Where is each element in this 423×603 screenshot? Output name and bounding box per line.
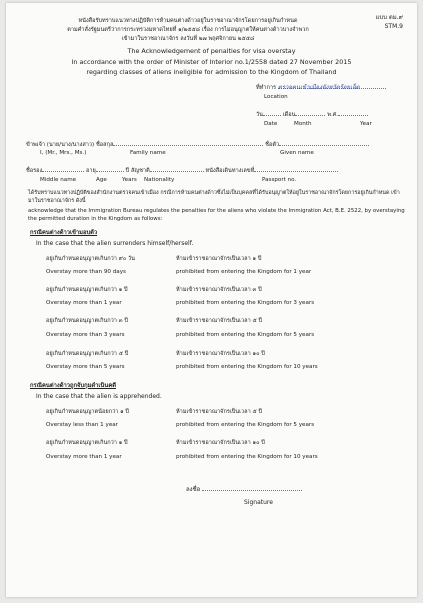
thai-title-line: ตามคำสั่งรัฐมนตรีว่าการกระทรวงมหาดไทยที่ ๑/๒๕๕๘ เรื่อง การไม่อนุญาตให้คนต่างด้าวบางจำพวก [67, 27, 309, 33]
day-label-en: Date [264, 121, 278, 127]
salutation-label-thai: ข้าพเจ้า (นาย/นาง/นางสาว) ชื่อสกุล [26, 142, 114, 148]
location-label-thai: ที่ทำการ [256, 85, 277, 91]
english-title-3: regarding classes of aliens ineligible for admission to the Kingdom of Thailand [86, 68, 337, 76]
day-label-thai: วัน [256, 112, 263, 118]
penalty-row: อยู่เกินกำหนดอนุญาตเกินกว่า ๕ ปี ห้ามเข้าราชอาณาจักรเป็นเวลา ๑๐ ปี [46, 351, 265, 357]
penalty-row: อยู่เกินกำหนดอนุญาตเกินกว่า ๙๐ วัน ห้ามเข้าราชอาณาจักรเป็นเวลา ๑ ปี [46, 256, 262, 262]
passport-label-thai: หนังสือเดินทางเลขที่ [205, 168, 255, 174]
month-label-en: Month [294, 121, 312, 127]
form-code-en: STM.9 [384, 23, 403, 30]
acknowledgement-en: acknowledge that the Immigration Bureau regulates the penalties for the aliens who violate the Immigration Act, B.E. 2522, by overstaying the permitted duration in the Kingdom as follows: [28, 208, 405, 222]
penalty-row: Overstay more than 1 year prohibited from entering the Kingdom for 3 years [46, 300, 315, 306]
nationality-label-thai: สัญชาติ [130, 168, 150, 174]
english-title-2: In accordance with the order of Minister of Interior no.1/2558 dated 27 November 2015 [71, 58, 352, 66]
case-surrender: In the case that the alien surrenders himself/herself. [36, 240, 194, 247]
location-handwritten: ตรวจคนเข้าเมืองจังหวัดร้อยเอ็ด [278, 82, 386, 89]
case-apprehended: In the case that the alien is apprehended. [36, 393, 162, 400]
form-code-thai: แบบ ตม.๙ [375, 14, 403, 21]
penalty-row: Overstay less than 1 year prohibited from entering the Kingdom for 5 years [46, 422, 315, 428]
penalty-row: อยู่เกินกำหนดอนุญาตเกินกว่า ๑ ปี ห้ามเข้าราชอาณาจักรเป็นเวลา ๑๐ ปี [46, 440, 265, 446]
form-code [375, 13, 403, 31]
penalty-row: Overstay more than 5 years prohibited from entering the Kingdom for 10 years [46, 364, 318, 370]
passport-label-en: Passport no. [262, 177, 297, 183]
signature-field[interactable] [186, 484, 302, 494]
years-label-en: Years [122, 177, 137, 183]
details-field-thai[interactable] [26, 165, 338, 175]
english-title-1: The Acknowledgement of penalties for visa overstay [127, 47, 296, 55]
middle-label-thai: ชื่อรอง [26, 168, 43, 174]
section-heading-surrender: กรณีคนต่างด้าวเข้ามอบตัว [30, 230, 98, 236]
penalty-row: อยู่เกินกำหนดอนุญาตเกินกว่า ๑ ปี ห้ามเข้าราชอาณาจักรเป็นเวลา ๓ ปี [46, 287, 262, 293]
year-label-en: Year [360, 121, 372, 127]
name-labels-en [40, 150, 400, 156]
penalty-row: Overstay more than 90 days prohibited from entering the Kingdom for 1 year [46, 269, 312, 275]
family-label-en: Family name [130, 150, 166, 156]
nationality-label-en: Nationality [144, 177, 175, 183]
location-label-en: Location [264, 94, 288, 100]
date-field-thai[interactable] [256, 109, 368, 119]
signature-label-en: Signature [244, 499, 273, 506]
location-field[interactable] [256, 82, 386, 92]
years-label-thai: ปี [125, 168, 130, 174]
middle-label-en: Middle name [40, 177, 77, 183]
penalty-row: Overstay more than 1 year prohibited from entering the Kingdom for 10 years [46, 454, 318, 460]
age-label-thai: อายุ [86, 168, 96, 174]
signature-label-thai: ลงชื่อ [186, 486, 201, 493]
thai-title [58, 17, 318, 44]
penalty-row: อยู่เกินกำหนดอนุญาตเกินกว่า ๓ ปี ห้ามเข้าราชอาณาจักรเป็นเวลา ๕ ปี [46, 318, 263, 324]
date-labels-en [264, 121, 384, 127]
acknowledgement-thai: ได้รับทราบแนวทางปฏิบัติของสำนักงานตรวจคนเข้าเมือง กรณีการห้ามคนต่างด้าวซึ่งไม่เป็นบุคคลที่ได้รับอนุญาตให้อยู่ในราชอาณาจักรโดยการอยู่เกินกำหนด เข้ามาในราชอาณาจักร ดังนี้ [28, 190, 400, 204]
year-label-thai: พ.ศ. [327, 112, 339, 118]
penalty-row: อยู่เกินกำหนดอนุญาตน้อยกว่า ๑ ปี ห้ามเข้าราชอาณาจักรเป็นเวลา ๕ ปี [46, 409, 263, 415]
penalty-row: Overstay more than 3 years prohibited from entering the Kingdom for 5 years [46, 332, 315, 338]
form-page [6, 3, 417, 597]
details-labels-en [40, 177, 400, 183]
section-heading-apprehended: กรณีคนต่างด้าวถูกจับกุมดำเนินคดี [30, 383, 116, 389]
salutation-label-en: I, (Mr., Mrs., Ms.) [40, 150, 87, 156]
thai-title-line: หนังสือรับทราบแนวทางปฏิบัติการห้ามคนต่างด้าวอยู่ในราชอาณาจักรโดยการอยู่เกินกำหนด [78, 18, 298, 24]
month-label-thai: เดือน [282, 112, 296, 118]
age-label-en: Age [96, 177, 107, 183]
given-label-thai: ชื่อตัว [265, 142, 280, 148]
name-field-thai[interactable] [26, 139, 369, 149]
thai-title-line: เข้ามาในราชอาณาจักร ลงวันที่ ๒๗ พฤศจิกายน ๒๕๕๘ [121, 36, 255, 42]
given-label-en: Given name [280, 150, 314, 156]
